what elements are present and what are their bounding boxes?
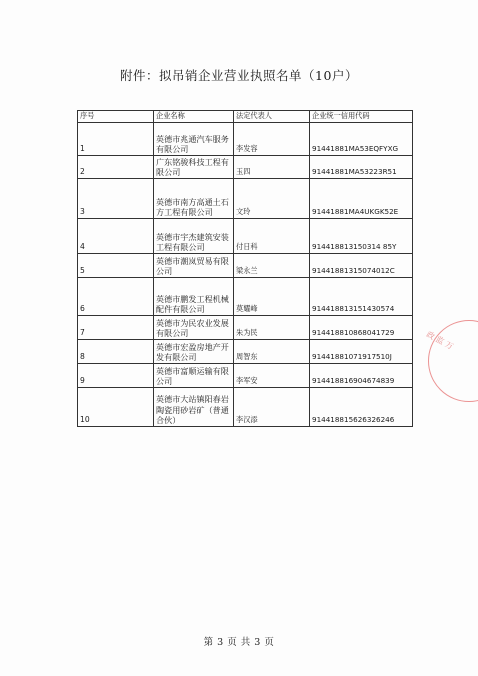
table-row xyxy=(78,315,413,339)
row-rep: 付日科 xyxy=(234,218,310,253)
row-seq: 4 xyxy=(78,218,154,253)
row-rep: 梁永兰 xyxy=(234,253,310,277)
row-company: 英德市大站镇阳春岩陶瓷用砂岩矿（普通合伙） xyxy=(154,387,234,426)
header-seq: 序号 xyxy=(78,111,154,123)
row-code: 914418813150314 85Y xyxy=(310,218,413,253)
row-code: 914418816904674839 xyxy=(310,363,413,387)
row-company: 英德市宏盈房地产开发有限公司 xyxy=(154,339,234,363)
row-seq: 5 xyxy=(78,253,154,277)
row-company: 英德市南方高通土石方工程有限公司 xyxy=(154,178,234,218)
page-number-footer: 第 3 页 共 3 页 xyxy=(203,637,275,648)
row-seq: 2 xyxy=(78,155,154,178)
row-company: 英德市富顺运输有限公司 xyxy=(154,363,234,387)
row-rep: 莫耀峰 xyxy=(234,277,310,315)
row-code: 91441881MA53EQFYXG xyxy=(310,122,413,155)
row-company: 英德市潮岚贸易有限公司 xyxy=(154,253,234,277)
seal-text: 政 监 万 xyxy=(424,329,455,352)
table-row xyxy=(78,122,413,155)
table-header-row xyxy=(78,111,413,123)
header-code: 企业统一信用代码 xyxy=(310,111,413,123)
row-seq: 1 xyxy=(78,122,154,155)
header-company: 企业名称 xyxy=(154,111,234,123)
row-rep: 李军安 xyxy=(234,363,310,387)
row-code: 91441881MA53223R51 xyxy=(310,155,413,178)
revocation-list-table xyxy=(77,110,413,427)
row-rep: 李汉添 xyxy=(234,387,310,426)
table-row xyxy=(78,178,413,218)
table-row xyxy=(78,155,413,178)
table-row xyxy=(78,363,413,387)
row-seq: 9 xyxy=(78,363,154,387)
header-rep: 法定代表人 xyxy=(234,111,310,123)
row-code: 91441881315074012C xyxy=(310,253,413,277)
row-rep: 李发容 xyxy=(234,122,310,155)
row-company: 英德市宇杰建筑安装工程有限公司 xyxy=(154,218,234,253)
row-code: 91441881MA4UKGK52E xyxy=(310,178,413,218)
row-seq: 6 xyxy=(78,277,154,315)
row-company: 英德市兆通汽车服务有限公司 xyxy=(154,122,234,155)
row-code: 914418815626326246 xyxy=(310,387,413,426)
row-rep: 玉四 xyxy=(234,155,310,178)
document-title: 附件：拟吊销企业营业执照名单（10户） xyxy=(120,68,358,83)
row-company: 英德市鹏发工程机械配件有限公司 xyxy=(154,277,234,315)
row-company: 英德市为民农业发展有限公司 xyxy=(154,315,234,339)
table-row xyxy=(78,277,413,315)
table-row xyxy=(78,253,413,277)
row-seq: 3 xyxy=(78,178,154,218)
row-code: 914418810868041729 xyxy=(310,315,413,339)
row-code: 914418813151430574 xyxy=(310,277,413,315)
table-row xyxy=(78,339,413,363)
row-rep: 朱为民 xyxy=(234,315,310,339)
row-seq: 10 xyxy=(78,387,154,426)
row-seq: 7 xyxy=(78,315,154,339)
row-rep: 周智东 xyxy=(234,339,310,363)
row-rep: 文玲 xyxy=(234,178,310,218)
table-row xyxy=(78,218,413,253)
row-code: 91441881071917510J xyxy=(310,339,413,363)
table-row xyxy=(78,387,413,426)
row-company: 广东铭骏科技工程有限公司 xyxy=(154,155,234,178)
row-seq: 8 xyxy=(78,339,154,363)
